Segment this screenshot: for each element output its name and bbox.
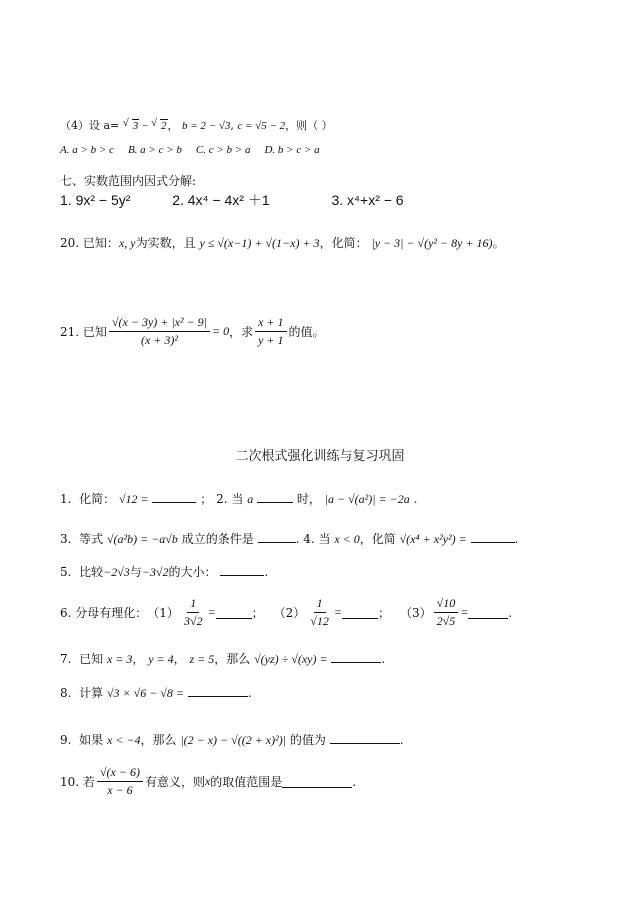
p6-blank-1[interactable] [216, 606, 252, 619]
p1-blank-2[interactable] [257, 490, 293, 503]
section-title: 二次根式强化训练与复习巩固 [235, 449, 405, 464]
q4-c-expr: c = √5 − 2 [237, 120, 286, 132]
section7-heading: 七、实数范围内因式分解: [60, 174, 197, 188]
choice-d: D. b > c > a [264, 144, 320, 156]
p7-expr: √(yz) ÷ √(xy) = [254, 652, 328, 666]
p6-frac-1: $\frac{1}{3√2}$ [183, 596, 203, 628]
choice-a: A. a > b > c [60, 144, 114, 156]
section7-items [60, 190, 404, 210]
p5-blank[interactable] [220, 563, 264, 576]
choice-c: C. c > b > a [195, 144, 251, 156]
q20-line: 20. 已知：x, y为实数，且 y ≤ √(x−1) + √(1−x) + 3，化简： |y − 3| − √(y² − 8y + 16)。 [60, 236, 505, 250]
q21-line: 21. 已知 $\frac{\text{√(x − 3y) + |x² − 9|}}{\text{(x + 3)²}}$ = 0 ，求 $\frac{x + 1}{y + 1}$ 的值。 [60, 315, 325, 347]
p6-blank-2[interactable] [342, 606, 378, 619]
p8-blank[interactable] [188, 684, 248, 697]
q4-prefix: （4）设 a= [60, 119, 120, 132]
p10-blank[interactable] [282, 775, 352, 788]
p1-expr-a: √12 = [118, 492, 149, 506]
p6-frac-2: $\frac{1}{√12}$ [310, 596, 329, 628]
p10-line: 10. 若 $\frac{√(x - 6)}{x - 6}$ 有意义，则 x 的取值范围是 . [60, 765, 357, 797]
p8-expr: √3 × √6 − √8 = [106, 686, 184, 700]
q21-number: 21. [60, 324, 80, 339]
p3-blank-2[interactable] [471, 530, 515, 543]
q4-a-expr: √ 3 [124, 119, 140, 132]
choice-b: B. a > c > b [127, 144, 182, 156]
p3-blank-1[interactable] [258, 530, 296, 543]
p1-line: 1. 化简： √12 = ； 2. 当 a 时， |a − √(a²)| = −2a . [60, 492, 418, 506]
p9-line: 9. 如果 x < −4，那么 |(2 − x) − √((2 + x)²)| 的值为 . [60, 733, 404, 747]
q21-fraction: $\frac{\text{√(x − 3y) + |x² − 9|}}{\text{(x + 3)²}}$ [109, 315, 210, 348]
p8-line: 8. 计算 √3 × √6 − √8 = . [60, 686, 252, 700]
p3-expr-b: √(x⁴ + x²y²) = [399, 532, 467, 546]
q4-line: （4）设 a= √ 3 − √ 2， b = 2 − √3, c = √5 − 2，则（ ） [60, 117, 333, 133]
q4-choices [60, 143, 320, 156]
q20-expression: |y − 3| − √(y² − 8y + 16) [371, 236, 493, 250]
p3-expr-a: √(a²b) = −a√b [106, 532, 178, 546]
q4-suffix: ，则（ ） [285, 119, 333, 132]
p7-blank[interactable] [331, 650, 381, 663]
q20-condition: y ≤ √(x−1) + √(1−x) + 3 [199, 236, 320, 250]
factor-item-2: 2. 4x⁴ − 4x² ＋1 [172, 192, 270, 208]
q20-number: 20. [60, 236, 80, 250]
p6-line: 6. 分母有理化： （1） $\frac{1}{3√2}$ = ； （2） $\frac{1}{√12}$ = ； （3） $\frac{√10}{2√5}$ = . [60, 596, 513, 628]
p1-expr-b: |a − √(a²)| = −2a [324, 492, 410, 506]
p6-frac-3: $\frac{√10}{2√5}$ [434, 596, 459, 629]
p10-fraction: $\frac{√(x - 6)}{x - 6}$ [97, 765, 143, 798]
p7-line: 7. 已知 x = 3， y = 4， z = 5，那么 √(yz) ÷ √(xy) = . [60, 652, 386, 666]
factor-item-1: 1. 9x² − 5y² [60, 192, 131, 208]
p5-line: 5. 比较−2√3与−3√2的大小： . [60, 565, 269, 579]
p1-blank-1[interactable] [152, 490, 196, 503]
p3-line: 3. 等式 √(a²b) = −a√b 成立的条件是 . 4. 当 x < 0，化简 √(x⁴ + x²y²) = . [60, 532, 519, 546]
p9-expr: |(2 − x) − √((2 + x)²)| [180, 733, 287, 747]
factor-item-3: 3. x⁴+x² − 6 [331, 192, 404, 208]
q21-ask-fraction: $\frac{x + 1}{y + 1}$ [255, 315, 286, 348]
q4-b-expr: b = 2 − √3 [182, 120, 231, 132]
p9-blank[interactable] [330, 731, 400, 744]
p6-blank-3[interactable] [468, 606, 508, 619]
